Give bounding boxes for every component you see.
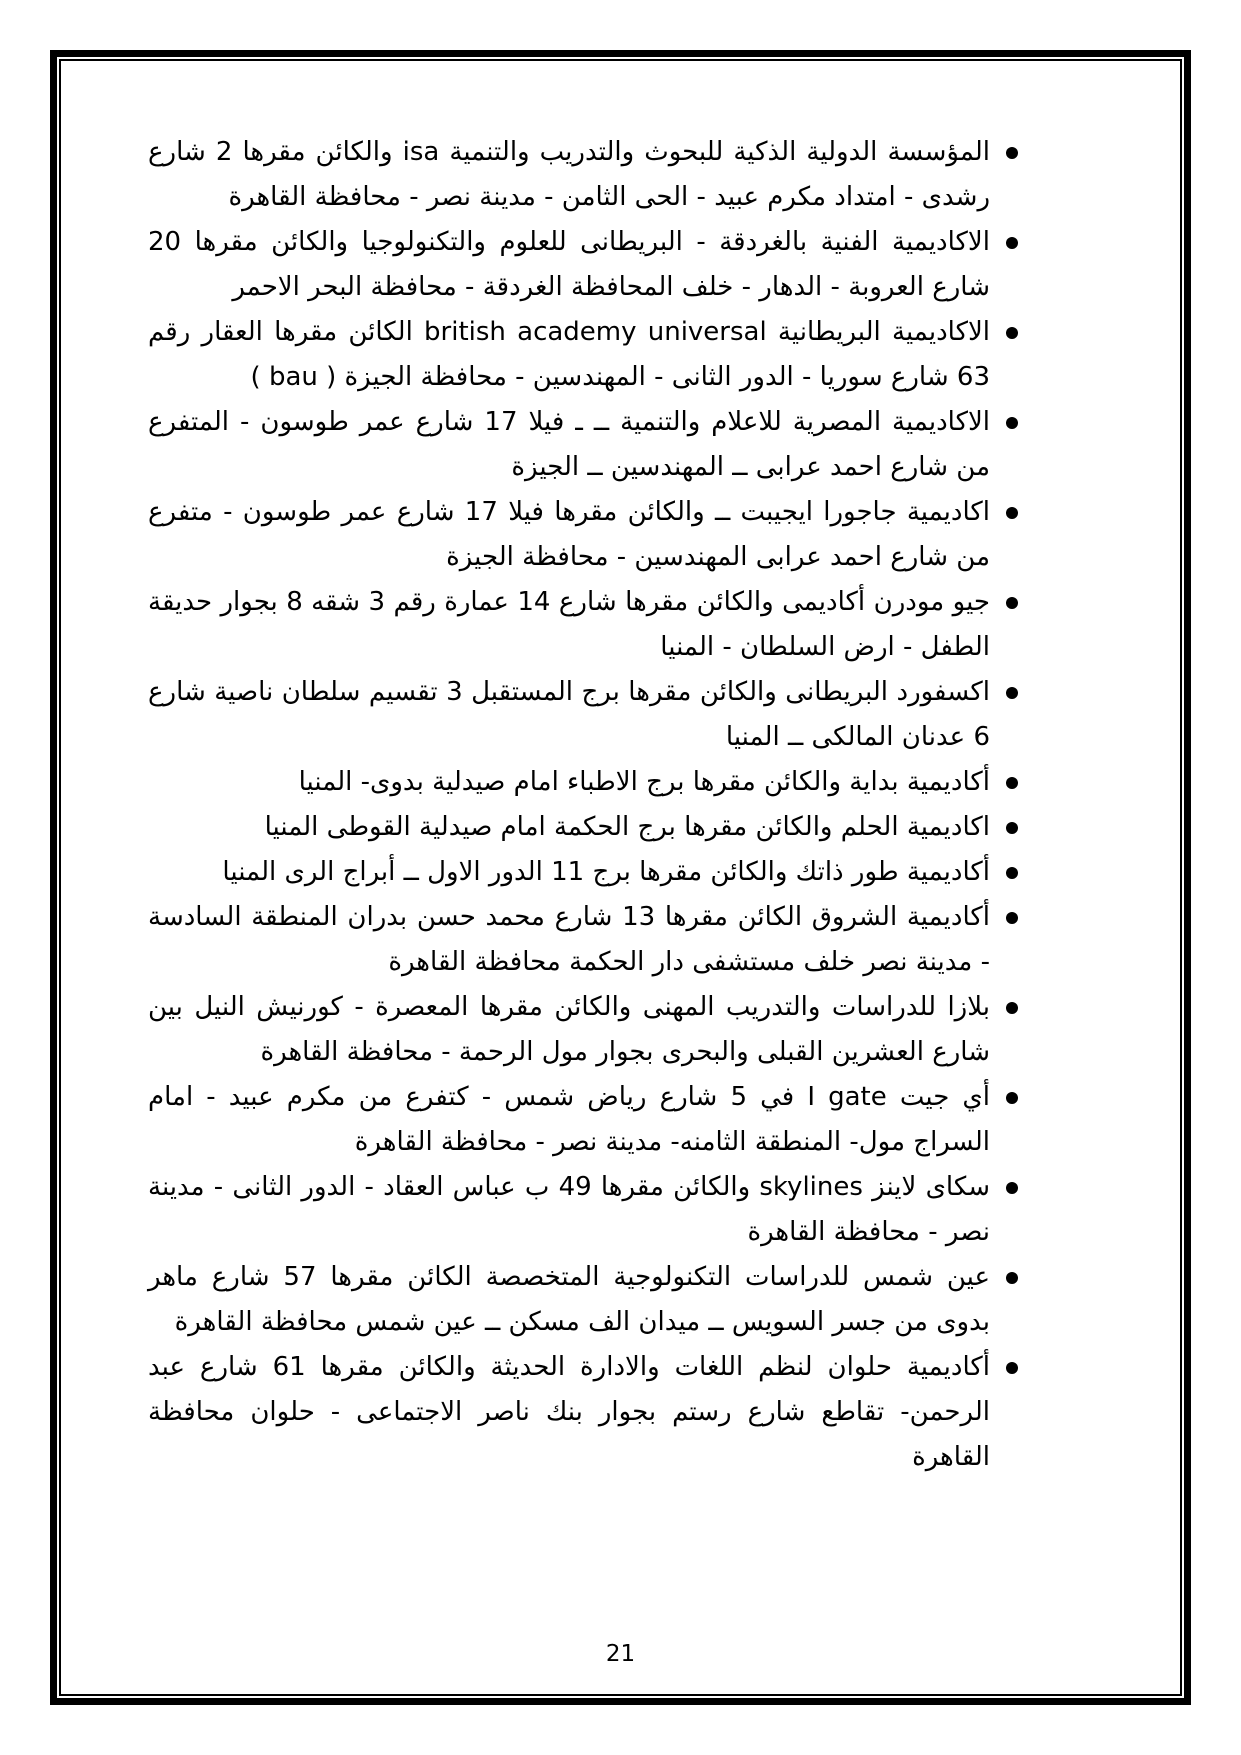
list-item: عين شمس للدراسات التكنولوجية المتخصصة الكائن مقرها 57 شارع ماهر بدوى من جسر السويس ــ ميدان الف مسكن ــ عين شمس محافظة القاهرة [148,1255,990,1345]
list-item: أكاديمية طور ذاتك والكائن مقرها برج 11 الدور الاول ــ أبراج الرى المنيا [148,850,990,895]
list-item: اكاديمية جاجورا ايجيبت ــ والكائن مقرها فيلا 17 شارع عمر طوسون - متفرع من شارع احمد عرابى المهندسين - محافظة الجيزة [148,490,990,580]
list-item: الاكاديمية الفنية بالغردقة - البريطانى للعلوم والتكنولوجيا والكائن مقرها 20 شارع العروبة - الدهار - خلف المحافظة الغردقة - محافظة البحر الاحمر [148,220,990,310]
list-item: اكاديمية الحلم والكائن مقرها برج الحكمة امام صيدلية القوطى المنيا [148,805,990,850]
list-item: أكاديمية الشروق الكائن مقرها 13 شارع محمد حسن بدران المنطقة السادسة - مدينة نصر خلف مستشفى دار الحكمة محافظة القاهرة [148,895,990,985]
list-item: بلازا للدراسات والتدريب المهنى والكائن مقرها المعصرة - كورنيش النيل بين شارع العشرين القبلى والبحرى بجوار مول الرحمة - محافظة القاهرة [148,985,990,1075]
content-area [148,130,990,1480]
page-number: 21 [605,1641,636,1667]
list-item: أي جيت I gate في 5 شارع رياض شمس - كتفرع من مكرم عبيد - امام السراج مول- المنطقة الثامنه- مدينة نصر - محافظة القاهرة [148,1075,990,1165]
list-item: أكاديمية حلوان لنظم اللغات والادارة الحديثة والكائن مقرها 61 شارع عبد الرحمن- تقاطع شارع رستم بجوار بنك ناصر الاجتماعى - حلوان محافظة القاهرة [148,1345,990,1480]
list-item: المؤسسة الدولية الذكية للبحوث والتدريب والتنمية isa والكائن مقرها 2 شارع رشدى - امتداد مكرم عبيد - الحى الثامن - مدينة نصر - محافظة القاهرة [148,130,990,220]
list-item: اكسفورد البريطانى والكائن مقرها برج المستقبل 3 تقسيم سلطان ناصية شارع 6 عدنان المالكى ــ المنيا [148,670,990,760]
list-item: الاكاديمية البريطانية british academy universal الكائن مقرها العقار رقم 63 شارع سوريا - الدور الثانى - المهندسين - محافظة الجيزة ( bau ) [148,310,990,400]
academy-address-list [148,130,990,1480]
list-item: جيو مودرن أكاديمى والكائن مقرها شارع 14 عمارة رقم 3 شقه 8 بجوار حديقة الطفل - ارض السلطان - المنيا [148,580,990,670]
list-item: سكاى لاينز skylines والكائن مقرها 49 ب عباس العقاد - الدور الثانى - مدينة نصر - محافظة القاهرة [148,1165,990,1255]
list-item: الاكاديمية المصرية للاعلام والتنمية ــ ـ فيلا 17 شارع عمر طوسون - المتفرع من شارع احمد عرابى ــ المهندسين ــ الجيزة [148,400,990,490]
list-item: أكاديمية بداية والكائن مقرها برج الاطباء امام صيدلية بدوى- المنيا [148,760,990,805]
